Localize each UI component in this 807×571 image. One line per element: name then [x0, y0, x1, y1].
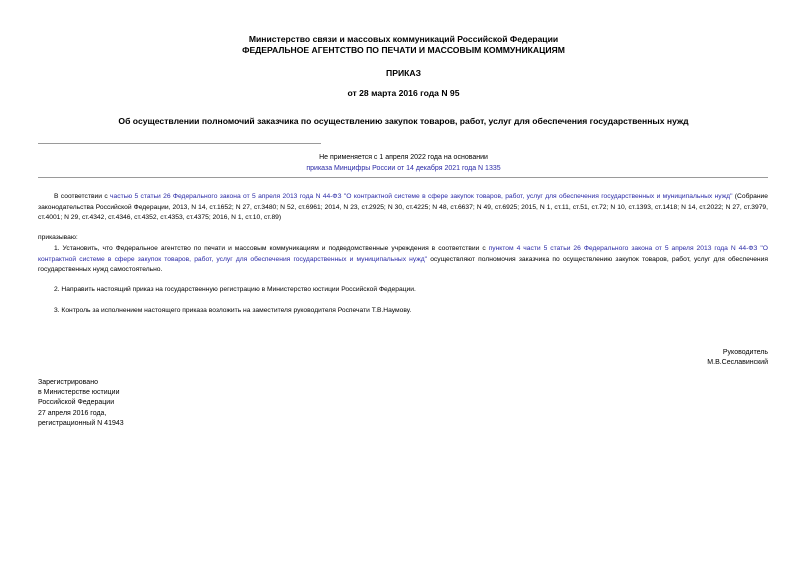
item1-law-link[interactable]: пунктом 4 части 5 статьи 26 Федерального закона от 5 апреля 2013 года N 44-ФЗ "О контрактной системе в сфере закупок товаров, работ, услуг для обеспечения государственных и муниципальных нужд": [38, 245, 768, 263]
signatory-title: Руководитель: [722, 349, 768, 356]
registration-block: [38, 378, 124, 429]
short-divider: [38, 143, 321, 144]
item2-text: 2. Направить настоящий приказ на государственную регистрацию в Министерство юстиции Российской Федерации.: [54, 286, 416, 293]
signatory-name: М.В.Сеславинский: [707, 359, 768, 366]
basis-law-link[interactable]: частью 5 статьи 26 Федерального закона от 5 апреля 2013 года N 44-ФЗ "О контрактной системе в сфере закупок товаров, работ, услуг для обеспечения государственных и муниципальных нужд": [110, 193, 733, 200]
agency-heading: ФЕДЕРАЛЬНОЕ АГЕНТСТВО ПО ПЕЧАТИ И МАССОВЫМ КОММУНИКАЦИЯМ: [242, 45, 565, 55]
basis-paragraph: [38, 192, 768, 224]
status-note-link[interactable]: приказа Минцифры России от 14 декабря 2021 года N 1335: [306, 165, 501, 172]
item3-text: 3. Контроль за исполнением настоящего приказа возложить на заместителя руководителя Роспечати Т.В.Наумову.: [54, 307, 412, 314]
registration-line: в Министерстве юстиции: [38, 389, 120, 397]
order-item-3: [38, 306, 768, 317]
orders-word: приказываю:: [38, 234, 78, 241]
basis-lead-text: В соответствии с: [54, 193, 111, 200]
ministry-heading: Министерство связи и массовых коммуникаций Российской Федерации: [248, 34, 559, 44]
registration-date: 27 апреля 2016 года,: [38, 409, 107, 417]
status-note-text: Не применяется с 1 апреля 2022 года на основании: [319, 154, 488, 161]
status-note-line: [0, 164, 807, 174]
document-subject-title: Об осуществлении полномочий заказчика по осуществлению закупок товаров, работ, услуг для обеспечения государственных нужд: [118, 116, 689, 126]
registration-number: регистрационный N 41943: [38, 419, 124, 427]
order-item-2: [38, 285, 768, 296]
document-date-number: от 28 марта 2016 года N 95: [347, 88, 460, 98]
order-item-1: [38, 244, 768, 276]
item1-lead-text: 1. Установить, что Федеральное агентство по печати и массовым коммуникациям и подведомственные учреждения в соответствии с: [54, 245, 489, 252]
registration-line: Зарегистрировано: [38, 379, 98, 386]
registration-line: Российской Федерации: [38, 399, 115, 407]
item1-tail-text: осуществляют полномочия заказчика по осуществлению закупок товаров, работ, услуг для обеспечения государственных нужд самостоятельно.: [38, 255, 768, 273]
basis-tail-text: (Собрание законодательства Российской Федерации, 2013, N 14, ст.1652; N 27, ст.3480; N 52, ст.6961; 2014, N 23, ст.2925; N 30, ст.4225; N 48, ст.6637; N 49, ст.6925; 2015, N 1, ст.11, ст.51, ст.72; N 10, ст.1393, ст.1418; N 14, ст.2022; N 27, ст.3979, ст.4001; N 29, ст.4342, ст.4346, ст.4352, ст.4353, ст.4375; 2016, N 1, ст.10, ст.89): [38, 193, 768, 221]
document-type-heading: ПРИКАЗ: [386, 68, 421, 78]
long-divider: [38, 177, 768, 178]
